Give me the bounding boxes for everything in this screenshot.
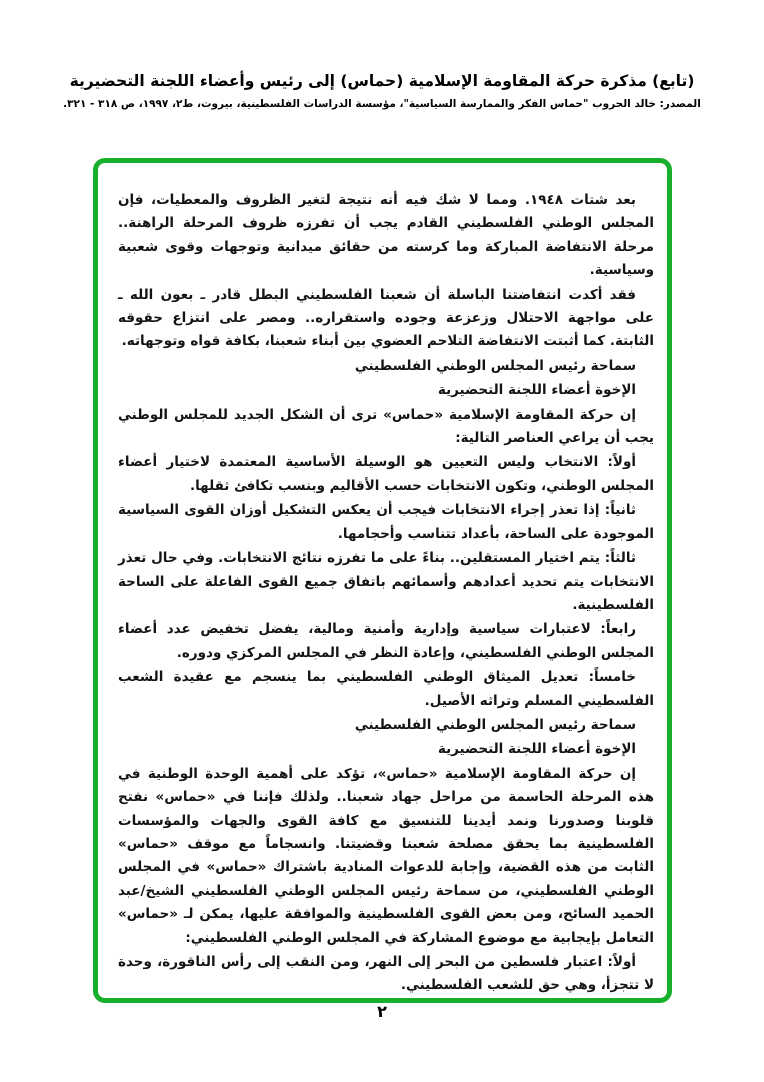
green-document-frame [93,158,672,1003]
document-text [98,163,667,1003]
paragraph: ثانياً: إذا تعذر إجراء الانتخابات فيجب أن يعكس التشكيل أوزان القوى السياسية الموجودة على الساحة، بأعداد تتناسب وأحجامها. [118,502,654,542]
paragraph: ثالثاً: يتم اختيار المستقلين.. بناءً على ما تفرزه نتائج الانتخابات. وفي حال تعذر الانتخابات يتم تحديد أعدادهم وأسمائهم باتفاق جميع القوى الفاعلة على الساحة الفلسطينية. [118,550,654,613]
paragraph: خامساً: تعديل الميثاق الوطني الفلسطيني بما ينسجم مع عقيدة الشعب الفلسطيني المسلم وتراثه الأصيل. [118,669,654,709]
document-header [0,72,764,110]
page-number: ٢ [377,1002,387,1021]
page-title: (تابع) مذكرة حركة المقاومة الإسلامية (حماس) إلى رئيس وأعضاء اللجنة التحضيرية [69,72,695,90]
paragraph: إن حركة المقاومة الإسلامية «حماس» ترى أن الشكل الجديد للمجلس الوطني يجب أن يراعي العناصر التالية: [118,406,654,447]
paragraph: أولاً: الانتخاب وليس التعيين هو الوسيلة الأساسية المعتمدة لاختيار أعضاء المجلس الوطني، وتكون الانتخابات حسب الأقاليم وبنسب تكافئ ثقلها. [118,454,654,494]
paragraph: بعد شتات ١٩٤٨. ومما لا شك فيه أنه نتيجة لتغير الظروف والمعطيات، فإن المجلس الوطني الفلسطيني القادم يجب أن تفرزه ظروف المرحلة الراهنة.. مرحلة الانتفاضة المباركة وما كرسته من حقائق ميدانية وتوجهات وقوى شعبية وسياسية. [118,192,654,279]
paragraph: رابعاً: لاعتبارات سياسية وإدارية وأمنية ومالية، يفضل تخفيض عدد أعضاء المجلس الوطني الفلسطيني، وإعادة النظر في المجلس المركزي ودوره. [118,621,654,661]
paragraph: الإخوة أعضاء اللجنة التحضيرية [437,741,636,758]
paragraph: سماحة رئيس المجلس الوطني الفلسطيني [354,716,636,733]
paragraph: سماحة رئيس المجلس الوطني الفلسطيني [354,357,636,374]
source-line: المصدر: خالد الحروب "حماس الفكر والممارسة السياسية"، مؤسسة الدراسات الفلسطينية، بيروت، ط٢، ١٩٩٧، ص ٣١٨ - ٣٢١. [63,98,701,110]
paragraph: فقد أكدت انتفاضتنا الباسلة أن شعبنا الفلسطيني البطل قادر ـ بعون الله ـ على مواجهة الاحتلال وزعزعة وجوده واستقراره.. ومصر على انتزاع حقوقه الثابتة. كما أثبتت الانتفاضة التلاحم العضوي بين أبناء شعبنا، بكافة قواه وتوجهاته. [118,286,654,350]
paragraph: الإخوة أعضاء اللجنة التحضيرية [437,382,636,399]
paragraph: أولاً: اعتبار فلسطين من البحر إلى النهر، ومن النقب إلى رأس الناقورة، وحدة لا تتجزأ، وهي حق للشعب الفلسطيني. [118,954,654,994]
paragraph: إن حركة المقاومة الإسلامية «حماس»، تؤكد على أهمية الوحدة الوطنية في هذه المرحلة الحاسمة من مراحل جهاد شعبنا.. ولذلك فإننا في «حماس» نفتح قلوبنا وصدورنا ونمد أيدينا للتنسيق مع كافة القوى والجهات والمؤسسات الفلسطينية بما يحقق مصلحة شعبنا وقضيتنا. وانسجاماً مع موقف «حماس» الثابت من هذه القضية، وإجابة للدعوات المنادية باشتراك «حماس» في المجلس الوطني الفلسطيني، من سماحة رئيس المجلس الوطني الفلسطيني الشيخ/عبد الحميد السائح، ومن بعض القوى الفلسطينية والموافقة عليها، يمكن لـ «حماس» التعامل بإيجابية مع موضوع المشاركة في المجلس الوطني الفلسطيني: [118,765,654,946]
